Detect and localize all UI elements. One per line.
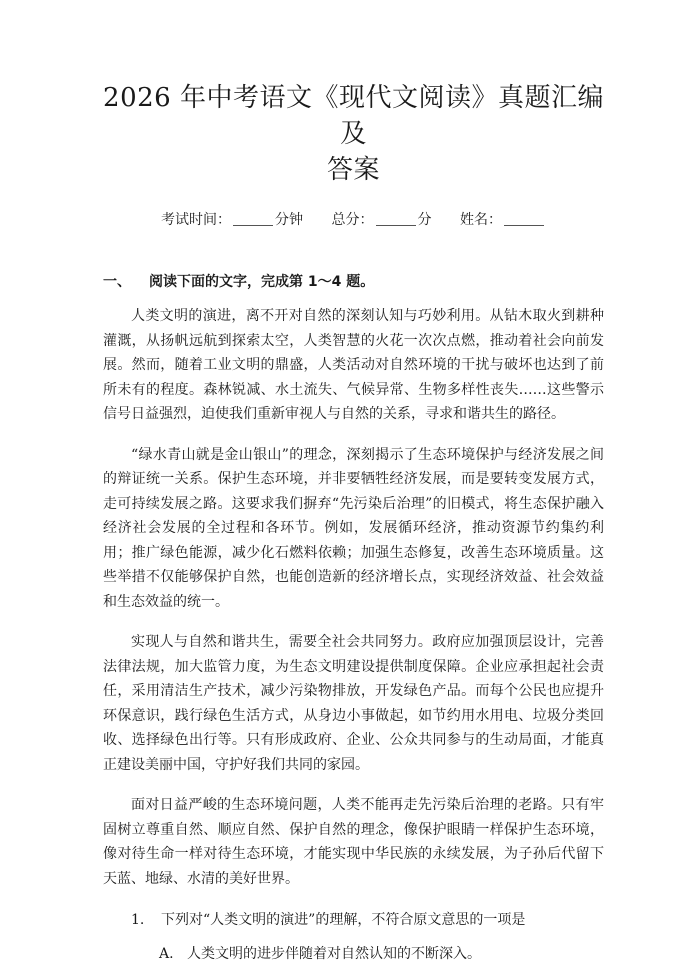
option-a[interactable]	[159, 943, 604, 965]
student-name-blank[interactable]	[504, 211, 544, 226]
title-line-2: 答案	[326, 155, 380, 185]
section-number: 一、	[103, 274, 131, 290]
total-score-label: 总分：	[331, 212, 374, 228]
section-instruction: 阅读下面的文字，完成第 1～4 题。	[149, 274, 375, 290]
exam-time-blank[interactable]	[233, 211, 273, 226]
question-text: 下列对“人类文明的演进”的理解，不符合原文意思的一项是	[161, 912, 526, 928]
passage-paragraph-2: “绿水青山就是金山银山”的理念，深刻揭示了生态环境保护与经济发展之间的辩证统一关系。保护生态环境，并非要牺牲经济发展，而是要转变发展方式，走可持续发展之路。这要求我们摒弃“先污染后治理”的旧模式，将生态保护融入经济社会发展的全过程和各环节。例如，发展循环经济，推动资源节约集约利用；推广绿色能源，减少化石燃料依赖；加强生态修复，改善生态环境质量。这些举措不仅能够保护自然，也能创造新的经济增长点，实现经济效益、社会效益和生态效益的统一。	[103, 446, 604, 610]
question-1	[131, 909, 604, 931]
total-score-field	[332, 210, 432, 230]
option-a-label: A.	[159, 946, 174, 962]
total-score-blank[interactable]	[376, 211, 416, 226]
total-score-unit: 分	[417, 212, 432, 228]
page-title	[103, 80, 604, 188]
passage-paragraph-4: 面对日益严峻的生态环境问题，人类不能再走先污染后治理的老路。只有牢固树立尊重自然、顺应自然、保护自然的理念，像保护眼睛一样保护生态环境，像对待生命一样对待生态环境，才能实现中华民族的永续发展，为子孙后代留下天蓝、地绿、水清的美好世界。	[103, 797, 604, 887]
passage-paragraph-3: 实现人与自然和谐共生，需要全社会共同努力。政府应加强顶层设计，完善法律法规，加大监管力度，为生态文明建设提供制度保障。企业应承担起社会责任，采用清洁生产技术，减少污染物排放，开发绿色产品。而每个公民也应提升环保意识，践行绿色生活方式，从身边小事做起，如节约用水用电、垃圾分类回收、选择绿色出行等。只有形成政府、企业、公众共同参与的生动局面，才能真正建设美丽中国，守护好我们共同的家园。	[103, 634, 604, 773]
exam-time-unit: 分钟	[275, 212, 304, 228]
student-name-label: 姓名：	[459, 212, 502, 228]
passage-paragraph-1: 人类文明的演进，离不开对自然的深刻认知与巧妙利用。从钻木取火到耕种灌溉，从扬帆远航到探索太空，人类智慧的火花一次次点燃，推动着社会向前发展。然而，随着工业文明的鼎盛，人类活动对自然环境的干扰与破坏也达到了前所未有的程度。森林锐减、水土流失、气候异常、生物多样性丧失……这些警示信号日益强烈，迫使我们重新审视人与自然的关系，寻求和谐共生的路径。	[103, 308, 604, 422]
student-name-field	[460, 210, 546, 230]
title-line-1: 2026 年中考语文《现代文阅读》真题汇编及	[103, 83, 604, 149]
exam-time-label: 考试时间：	[161, 212, 232, 228]
question-number: 1.	[131, 912, 145, 928]
option-a-text: 人类文明的进步伴随着对自然认知的不断深入。	[187, 946, 481, 962]
exam-time-field	[161, 210, 303, 230]
exam-meta-line	[103, 210, 604, 230]
section-heading	[103, 272, 604, 292]
